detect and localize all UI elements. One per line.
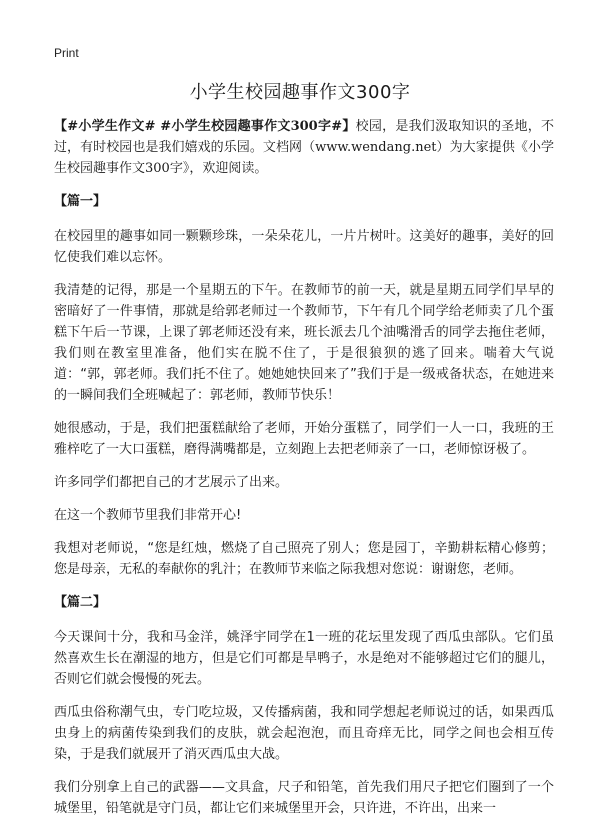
intro-text: 校园，是我们汲取知识的圣地，不过，有时校园也是我们嬉戏的乐园。文档网（www.wendang.net）为大家提供《小学生校园趣事作文300字》，欢迎阅读。 <box>54 119 554 176</box>
paragraph: 我清楚的记得，那是一个星期五的下午。在教师节的前一天，就是星期五同学们早早的密暗好了一件事情，那就是给郭老师过一个教师节，下午有几个同学给老师卖了几个蛋糕下午后一节课，上课了郭老师还没有来，班长派去几个油嘴滑舌的同学去拖住老师，我们则在教室里准备，他们实在脱不住了，于是很狼狈的逃了回来。喘着大气说道：“郭，郭老师。我们托不住了。她她她快回来了”我们于是一级戒备状态，在她进来的一瞬间我们全班喊起了：郭老师，教师节快乐！ <box>54 283 554 403</box>
intro-tags: 【#小学生作文# #小学生校园趣事作文300字#】 <box>54 119 356 134</box>
section-heading-1: 【篇一】 <box>54 194 107 209</box>
paragraph: 她很感动，于是，我们把蛋糕献给了老师，开始分蛋糕了，同学们一人一口，我班的王雅梓吃了一大口蛋糕，磨得满嘴都是，立刻跑上去把老师亲了一口，老师惊讶极了。 <box>54 421 554 457</box>
section-heading-2: 【篇二】 <box>54 595 107 610</box>
intro-paragraph <box>54 116 554 179</box>
paragraph: 在校园里的趣事如同一颗颗珍珠，一朵朵花儿，一片片树叶。这美好的趣事，美好的回忆使我们难以忘怀。 <box>54 229 554 265</box>
paragraph: 在这一个教师节里我们非常开心! <box>54 508 242 523</box>
page-title: 小学生校园趣事作文300字 <box>189 82 411 103</box>
paragraph: 今天课间十分，我和马金洋，姚泽宇同学在1一班的花坛里发现了西瓜虫部队。它们虽然喜欢生长在潮湿的地方，但是它们可都是旱鸭子，水是绝对不能够超过它们的腿儿，否则它们就会慢慢的死去。 <box>54 630 554 687</box>
paragraph: 西瓜虫俗称潮气虫，专门吃垃圾，又传播病菌，我和同学想起老师说过的话，如果西瓜虫身上的病菌传染到我们的皮肤，就会起泡泡，而且奇痒无比，同学之间也会相互传染，于是我们就展开了消灭西瓜虫大战。 <box>54 705 554 762</box>
article-body <box>54 116 554 831</box>
print-link[interactable]: Print <box>54 46 79 60</box>
paragraph: 许多同学们都把自己的才艺展示了出来。 <box>54 475 289 490</box>
paragraph: 我想对老师说，“您是红烛，燃烧了自己照亮了别人；您是园丁，辛勤耕耘精心修剪；您是母亲，无私的奉献你的乳汁；在教师节来临之际我想对您说：谢谢您，老师。 <box>54 541 554 577</box>
paragraph: 我们分别拿上自己的武器——文具盒，尺子和铅笔，首先我们用尺子把它们圈到了一个城堡里，铅笔就是守门员，都让它们来城堡里开会，只许进，不许出，出来一 <box>54 780 554 816</box>
